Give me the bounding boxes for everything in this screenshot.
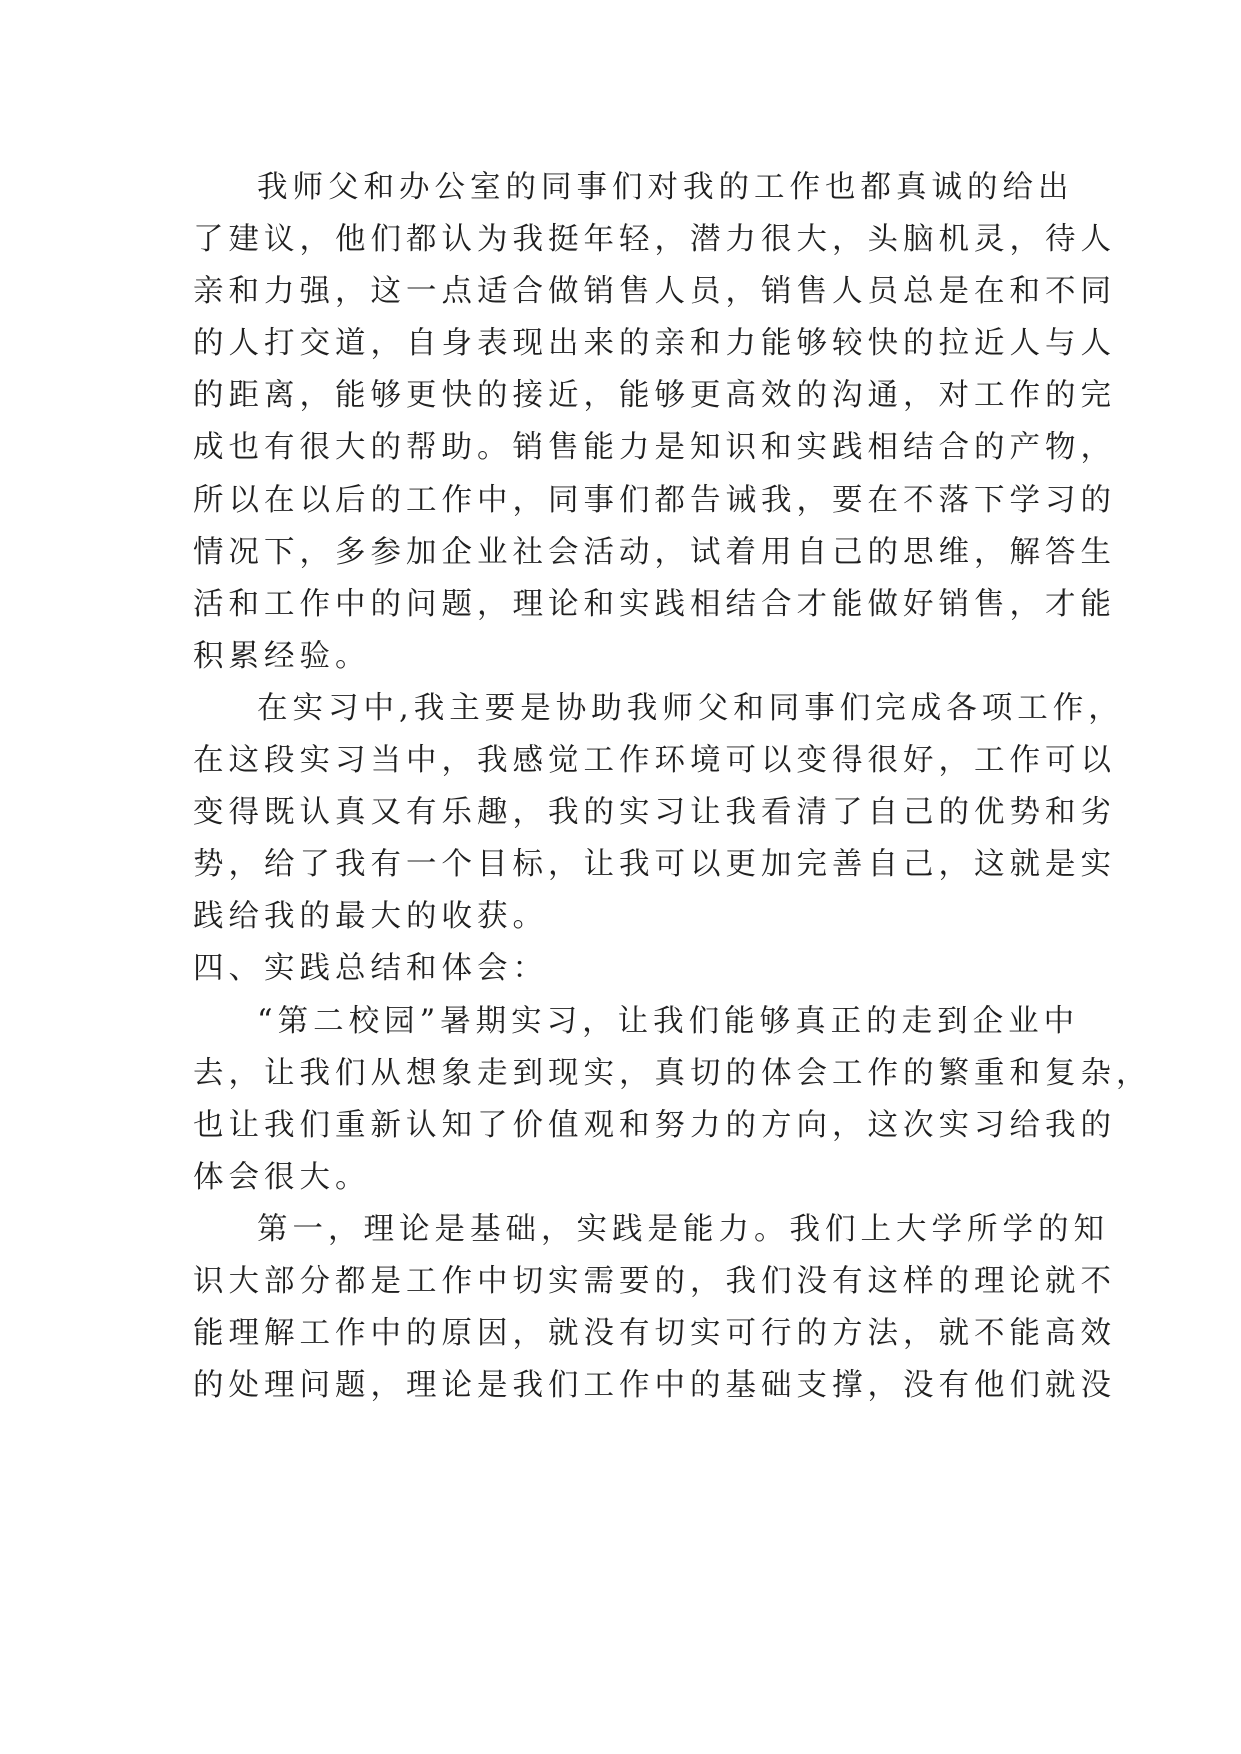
paragraph-line: 所以在以后的工作中，同事们都告诫我，要在不落下学习的 <box>193 482 1116 518</box>
paragraph-line: 的处理问题，理论是我们工作中的基础支撑，没有他们就没 <box>193 1368 1116 1404</box>
paragraph-line: 能理解工作中的原因，就没有切实可行的方法，就不能高效 <box>193 1316 1116 1352</box>
paragraph-line: 在实习中,我主要是协助我师父和同事们完成各项工作， <box>257 690 1124 726</box>
paragraph-line: 成也有很大的帮助。销售能力是知识和实践相结合的产物， <box>193 430 1116 466</box>
paragraph-line: 我师父和办公室的同事们对我的工作也都真诚的给出 <box>257 170 1074 205</box>
paragraph-line: 情况下，多参加企业社会活动，试着用自己的思维，解答生 <box>193 534 1116 570</box>
paragraph-line: 在这段实习当中，我感觉工作环境可以变得很好，工作可以 <box>193 743 1116 779</box>
paragraph-line: 践给我的最大的收获。 <box>193 899 548 935</box>
paragraph-line: 亲和力强，这一点适合做销售人员，销售人员总是在和不同 <box>193 274 1116 310</box>
document-body <box>193 162 1152 1412</box>
paragraph-line: 活和工作中的问题，理论和实践相结合才能做好销售，才能 <box>193 586 1116 622</box>
paragraph-line: 的距离，能够更快的接近，能够更高效的沟通，对工作的完 <box>193 378 1116 414</box>
paragraph-line: 变得既认真又有乐趣，我的实习让我看清了自己的优势和劣 <box>193 795 1116 831</box>
paragraph-line: 了建议，他们都认为我挺年轻，潜力很大，头脑机灵，待人 <box>193 222 1116 258</box>
paragraph-line: 体会很大。 <box>193 1159 371 1195</box>
paragraph-line: 也让我们重新认知了价值观和努力的方向，这次实习给我的 <box>193 1107 1116 1143</box>
paragraph-line: “第二校园”暑期实习，让我们能够真正的走到企业中 <box>257 1003 1080 1039</box>
section-heading: 四、实践总结和体会： <box>193 951 548 987</box>
paragraph-line: 去，让我们从想象走到现实，真切的体会工作的繁重和复杂， <box>193 1055 1152 1091</box>
paragraph-line: 积累经验。 <box>193 638 371 674</box>
paragraph-line: 第一，理论是基础，实践是能力。我们上大学所学的知 <box>257 1211 1109 1247</box>
paragraph-line: 的人打交道，自身表现出来的亲和力能够较快的拉近人与人 <box>193 326 1116 362</box>
paragraph-line: 识大部分都是工作中切实需要的，我们没有这样的理论就不 <box>193 1263 1116 1299</box>
paragraph-line: 势，给了我有一个目标，让我可以更加完善自己，这就是实 <box>193 847 1116 883</box>
